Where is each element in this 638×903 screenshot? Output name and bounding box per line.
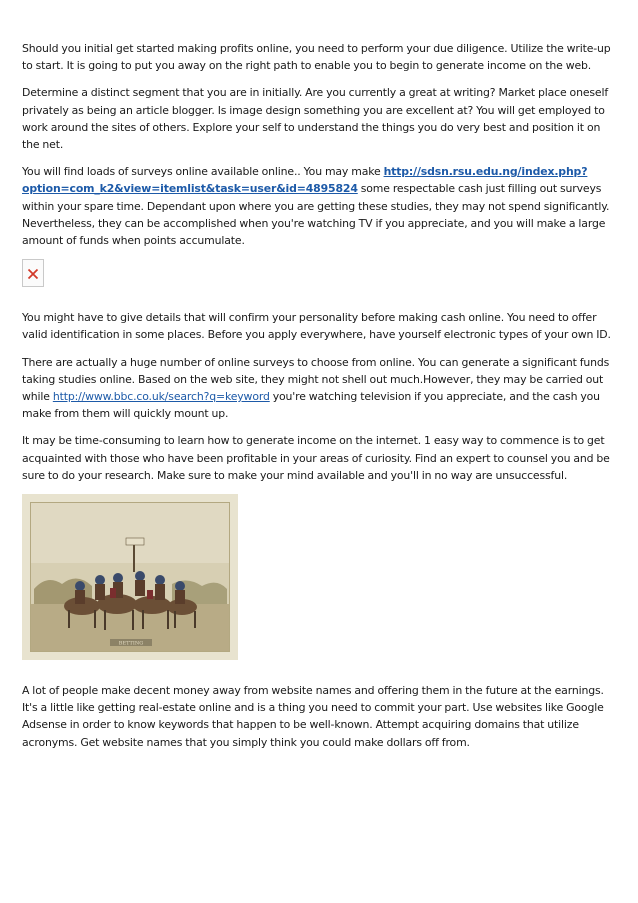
paragraph-surveys	[22, 163, 618, 249]
surveys-text-before: You will find loads of surveys online available online.. You may make	[22, 165, 384, 179]
paragraph-bbc	[22, 354, 618, 423]
paragraph-intro: Should you initial get started making profits online, you need to perform your due diligence. Utilize the write-up to start. It is going to put you away on the right path to enable you to begin to generate income on the web.	[22, 42, 611, 73]
engraving-caption: BETTING	[118, 640, 144, 647]
engraving-image	[22, 494, 238, 660]
paragraph-id: You might have to give details that will confirm your personality before making cash online. You need to offer valid identification in some places. Before you apply everywhere, have yourself electronic types of your own ID.	[22, 311, 611, 342]
paragraph-domains: A lot of people make decent money away from website names and offering them in the future at the earnings. It's a little like getting real-estate online and is a thing you need to commit your part. Use websites like Google Adsense in order to know keywords that happen to be well-known. Attempt acquiring domains that utilize acronyms. Get website names that you simply think you could make dollars off from.	[22, 684, 604, 749]
bbc-link[interactable]: http://www.bbc.co.uk/search?q=keyword	[52, 390, 270, 404]
sdsn-link[interactable]: http://sdsn.rsu.edu.ng/index.php?option=com_k2&view=itemlist&task=user&id=4895824	[22, 165, 588, 196]
paragraph-time: It may be time-consuming to learn how to generate income on the internet. 1 easy way to commence is to get acquainted with those who have been profitable in your areas of curiosity. Find an expert to counsel you and be sure to do your research. Make sure to make your mind available and you'll in no way are unsuccessful.	[22, 434, 610, 482]
broken-image-icon	[22, 259, 44, 287]
bbc-text-after: you're watching television if you appreciate, and the cash you make from them will quickly mount up.	[22, 390, 600, 421]
surveys-text-after: some respectable cash just filling out surveys within your spare time. Dependant upon where you are getting these studies, they may not spend significantly. Nevertheless, they can be accomplished when you're watching TV if you appreciate, and you will make a large amount of funds when points accumulate.	[22, 182, 610, 248]
engraving-scene	[22, 494, 238, 660]
document-page	[22, 40, 618, 761]
paragraph-niche: Determine a distinct segment that you are in initially. Are you currently a great at writing? Market place oneself privately as being an article blogger. Is image design something you are excellent at? You will get employed to work around the sites of others. Explore your self to understand the things you do very best and position it on the net.	[22, 86, 609, 152]
bbc-text-before: There are actually a huge number of online surveys to choose from online. You can generate a significant funds taking studies online. Based on the web site, they might not shell out much.However, they may be carried out while	[22, 355, 610, 404]
